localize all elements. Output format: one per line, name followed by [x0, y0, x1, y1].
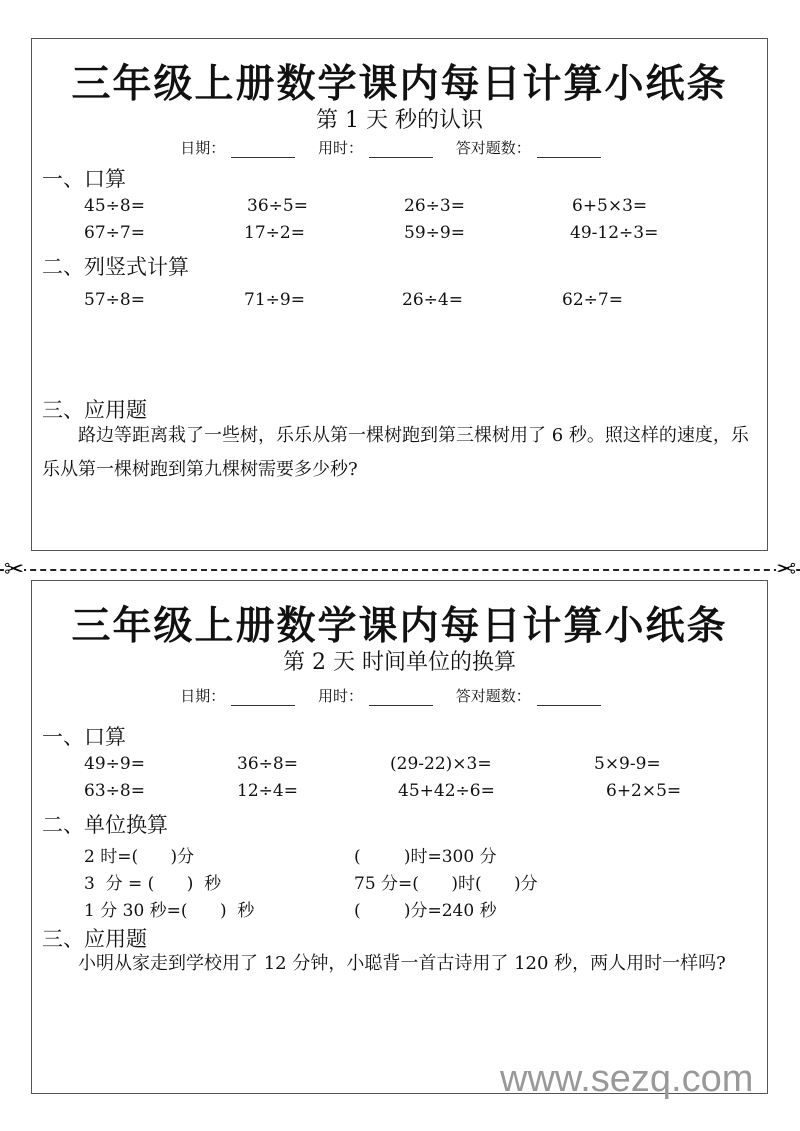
problem: 6+5×3=: [572, 196, 648, 216]
problem: 36÷5=: [247, 196, 308, 216]
correct-blank[interactable]: [537, 143, 601, 158]
conversion-problem: 1 分 30 秒=( ) 秒: [84, 901, 255, 921]
problem: 63÷8=: [84, 781, 145, 801]
cut-line: [0, 555, 800, 583]
problem: 5×9-9=: [594, 754, 661, 774]
day-subtitle: 第 1 天 秒的认识: [316, 108, 483, 133]
problem: 26÷4=: [402, 290, 463, 310]
date-blank[interactable]: [231, 143, 295, 158]
date-label: 日期：: [180, 687, 226, 705]
problem: 67÷7=: [84, 223, 145, 243]
worksheet-day1: [31, 38, 768, 551]
conversion-problem: ( )分=240 秒: [354, 901, 497, 921]
meta-row: [32, 137, 767, 158]
section-heading: 一、口算: [42, 167, 126, 191]
worksheet-title: 三年级上册数学课内每日计算小纸条: [71, 604, 728, 649]
section-heading: 二、单位换算: [42, 813, 168, 837]
meta-row: [32, 685, 767, 706]
dashed-divider: [0, 569, 800, 571]
problem: 45+42÷6=: [398, 781, 495, 801]
problem: 12÷4=: [237, 781, 298, 801]
section-heading: 三、应用题: [42, 398, 147, 422]
problem: 36÷8=: [237, 754, 298, 774]
problem: 57÷8=: [84, 290, 145, 310]
conversion-problem: 75 分=( )时( )分: [354, 874, 538, 894]
time-label: 用时：: [317, 687, 363, 705]
scissors-icon: ✂: [4, 555, 25, 583]
section-heading: 一、口算: [42, 725, 126, 749]
conversion-problem: 3 分 = ( ) 秒: [84, 874, 222, 894]
problem: (29-22)×3=: [390, 754, 492, 774]
word-problem: 路边等距离栽了一些树，乐乐从第一棵树跑到第三棵树用了 6 秒。照这样的速度，乐乐从第一棵树跑到第九棵树需要多少秒?: [42, 425, 749, 480]
problem: 62÷7=: [562, 290, 623, 310]
correct-label: 答对题数：: [455, 687, 531, 705]
time-blank[interactable]: [369, 143, 433, 158]
worksheet-title: 三年级上册数学课内每日计算小纸条: [71, 62, 728, 107]
problem: 26÷3=: [404, 196, 465, 216]
worksheet-day2: [31, 580, 768, 1094]
conversion-problem: 2 时=( )分: [84, 847, 195, 867]
problem: 59÷9=: [404, 223, 465, 243]
time-blank[interactable]: [369, 691, 433, 706]
problem: 17÷2=: [244, 223, 305, 243]
section-heading: 三、应用题: [42, 927, 147, 951]
day-subtitle: 第 2 天 时间单位的换算: [283, 650, 516, 675]
problem: 49-12÷3=: [570, 223, 659, 243]
date-label: 日期：: [180, 139, 226, 157]
word-problem: 小明从家走到学校用了 12 分钟，小聪背一首古诗用了 120 秒，两人用时一样吗?: [78, 953, 726, 974]
problem: 49÷9=: [84, 754, 145, 774]
conversion-problem: ( )时=300 分: [354, 847, 497, 867]
time-label: 用时：: [317, 139, 363, 157]
section-heading: 二、列竖式计算: [42, 255, 189, 279]
watermark: www.sezq.com: [500, 1058, 754, 1100]
problem: 45÷8=: [84, 196, 145, 216]
correct-blank[interactable]: [537, 691, 601, 706]
date-blank[interactable]: [231, 691, 295, 706]
problem: 6+2×5=: [606, 781, 682, 801]
scissors-icon: ✂: [775, 555, 796, 583]
problem: 71÷9=: [244, 290, 305, 310]
correct-label: 答对题数：: [455, 139, 531, 157]
